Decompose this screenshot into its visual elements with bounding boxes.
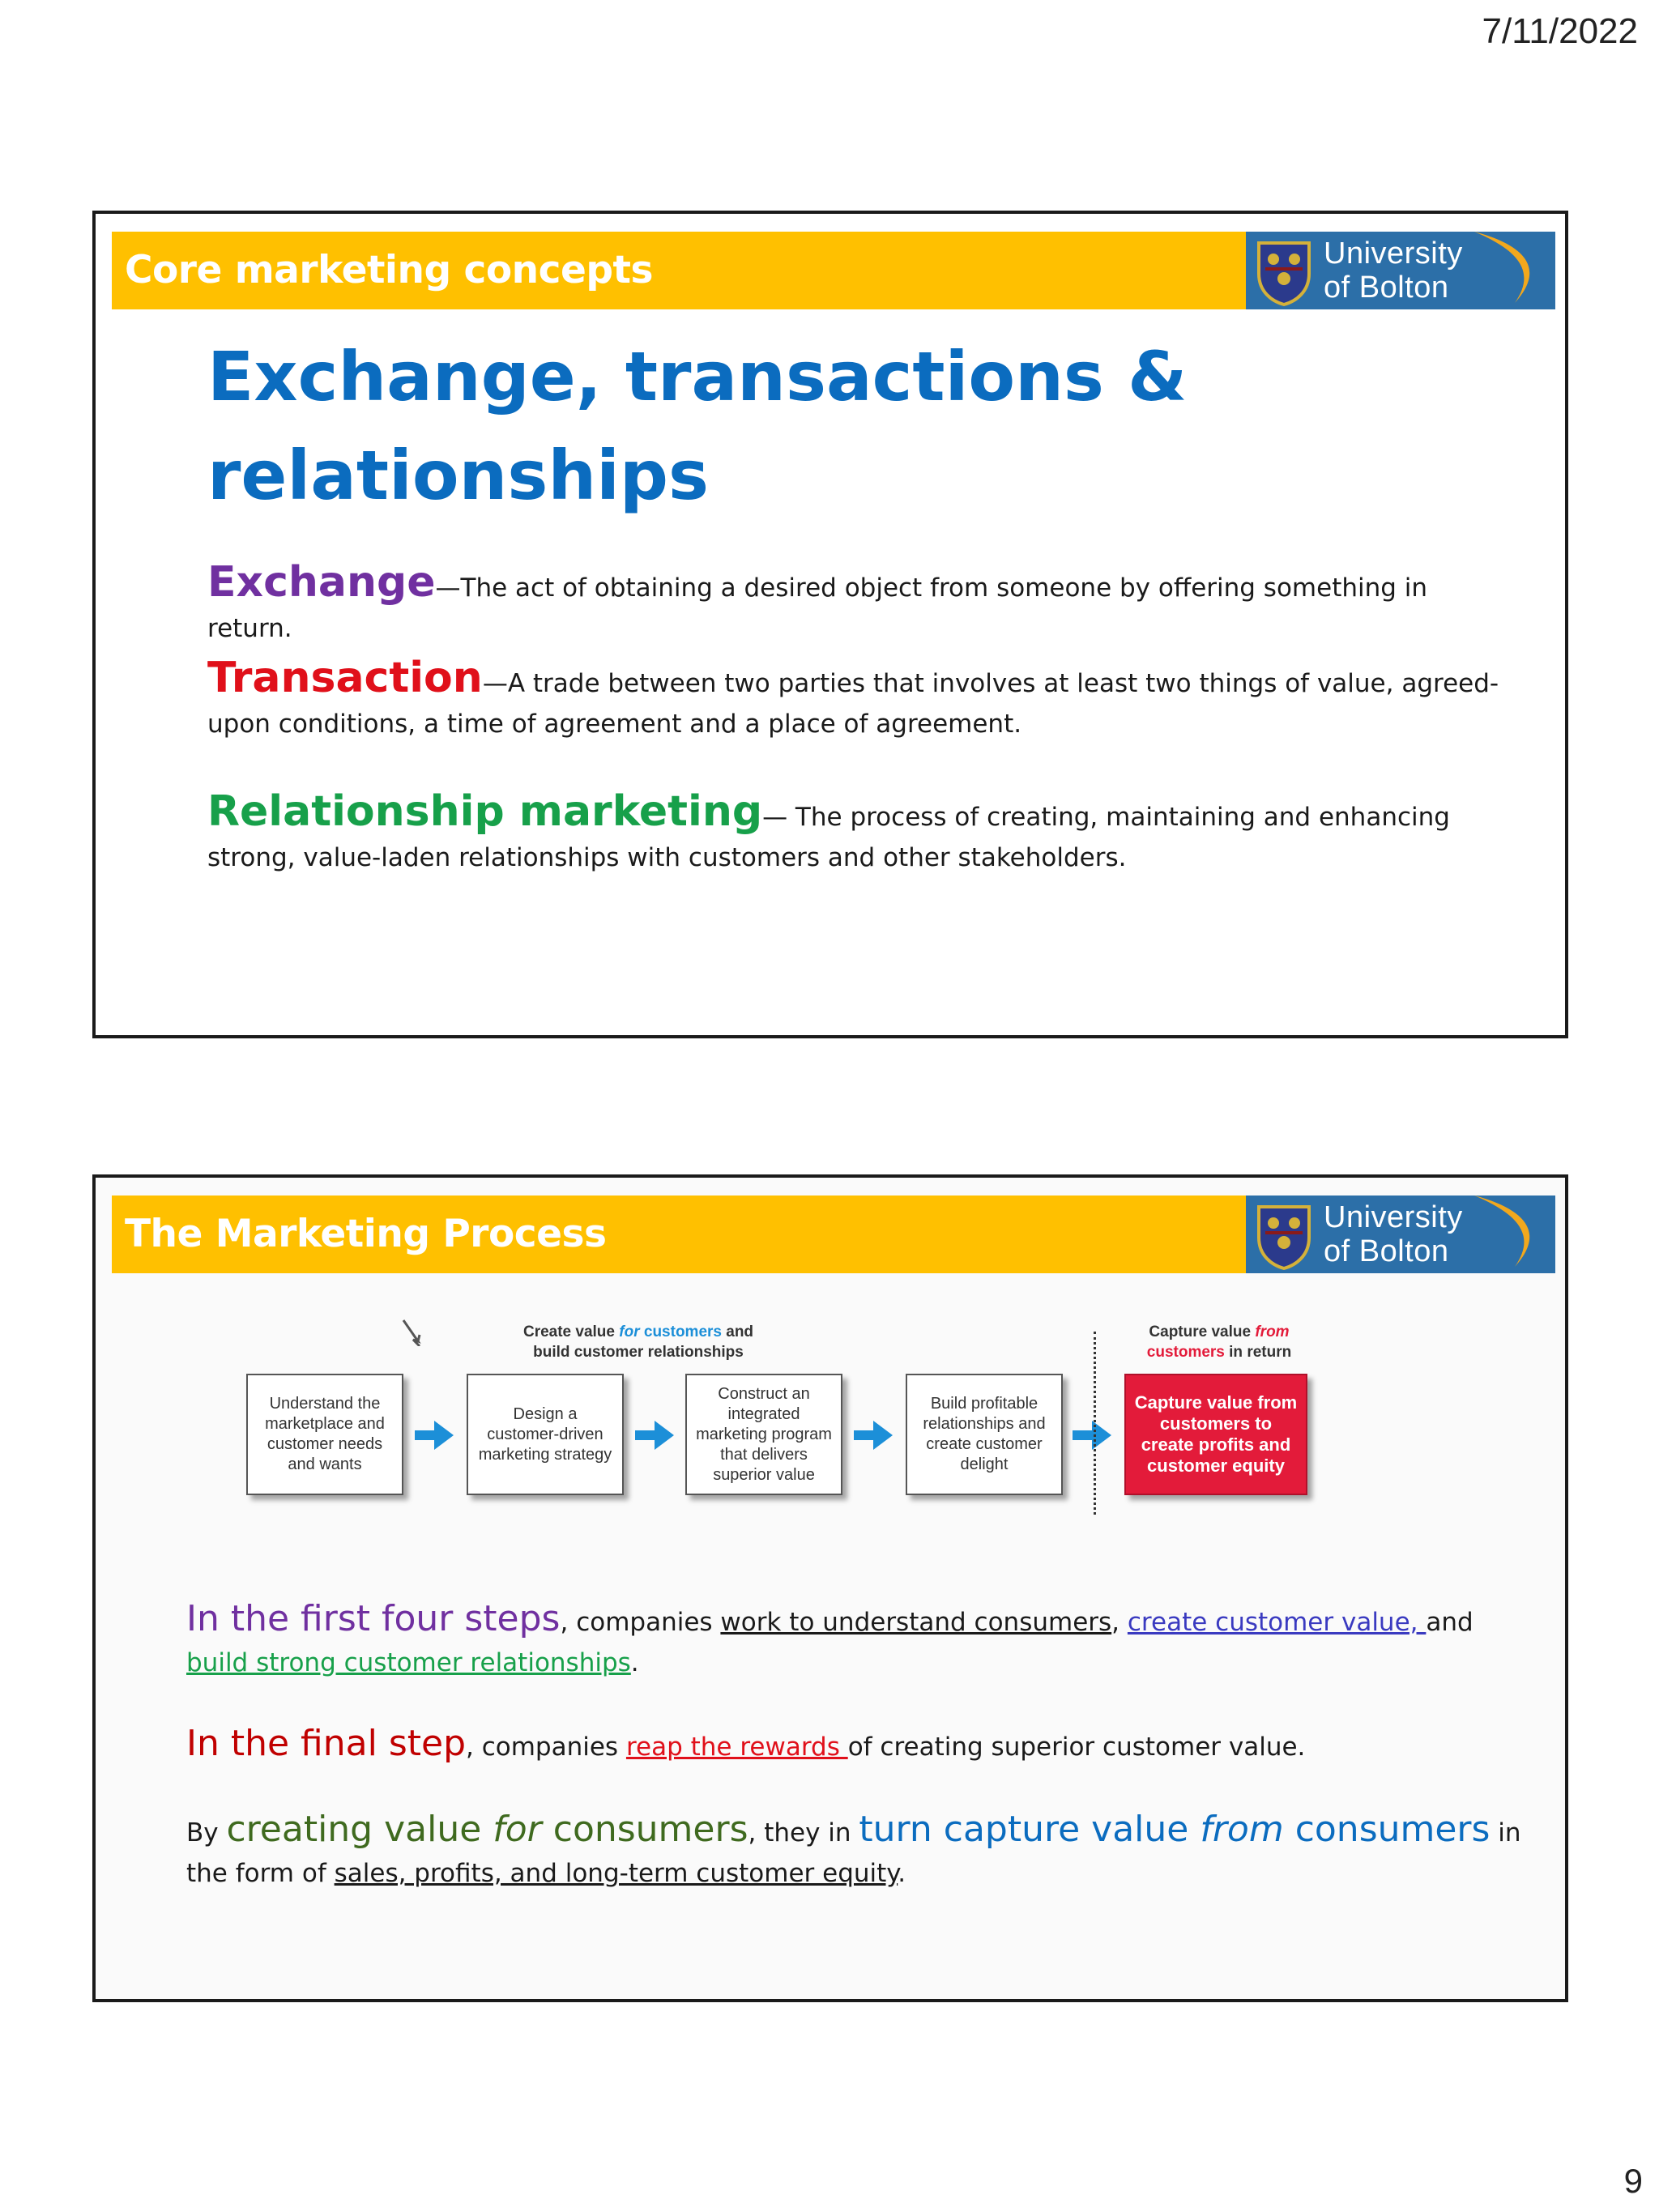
definition-text: —A trade between two parties that involves at least two things of value, agreed-upon conditions, a time of agreement and a place of agreement. [207,669,1499,739]
page-date: 7/11/2022 [1482,11,1638,51]
term-relationship-marketing: Relationship marketing [207,787,763,836]
term-transaction: Transaction [207,654,483,702]
paragraph-final-step: In the final step, companies reap the rewards of creating superior customer value. [186,1723,1306,1764]
slide-title: Exchange, transactions & relationships [207,337,1188,515]
crest-icon [1256,1202,1312,1270]
slide-marketing-process [92,1174,1568,2002]
logo-text-line1: University [1324,1200,1463,1234]
definition-text: —The act of obtaining a desired object from someone by offering something in return. [207,573,1428,643]
capture-value-label: Capture value from customers in return [1146,1323,1292,1361]
definition-transaction [207,654,1520,744]
paragraph-first-four-steps: In the first four steps, companies work to understand consumers, create customer value, and build strong customer relationships. [186,1598,1473,1677]
slide-header-bar [112,1196,1246,1273]
slide-header-title: Core marketing concepts [125,248,653,292]
slide-header-title: The Marketing Process [125,1212,607,1256]
arrow-right-icon [633,1417,676,1453]
slide-header-bar [112,232,1246,309]
term-exchange: Exchange [207,558,436,607]
definition-exchange [207,558,1520,649]
logo-text-line2: of Bolton [1324,271,1449,305]
slide-core-marketing-concepts [92,211,1568,1038]
university-logo [1246,1192,1557,1273]
step-understand-marketplace: Understand the marketplace and customer needs and wants [246,1374,403,1495]
logo-text-line2: of Bolton [1324,1234,1449,1268]
step-design-strategy: Design a customer-driven marketing strategy [467,1374,624,1495]
crest-icon [1256,238,1312,306]
page-number: 9 [1623,2162,1643,2200]
pointer-arrow-icon [402,1319,423,1346]
arrow-right-icon [852,1417,894,1453]
swoosh-icon [1458,228,1555,309]
arrow-right-icon [1071,1417,1113,1453]
step-construct-program: Construct an integrated marketing program that delivers superior value [685,1374,842,1495]
step-build-relationships: Build profitable relationships and create customer delight [906,1374,1063,1495]
swoosh-icon [1458,1192,1555,1273]
create-value-label: Create value for customers and build customer relationships [522,1323,754,1361]
paragraph-creating-value: By creating value for consumers, they in turn capture value from consumers in the form of sales, profits, and long-term customer equity. [186,1809,1521,1888]
definition-text: — The process of creating, maintaining and enhancing strong, value-laden relationships with customers and other stakeholders. [207,803,1450,872]
step-capture-value: Capture value from customers to create profits and customer equity [1124,1374,1307,1495]
diagram-divider [1094,1332,1096,1515]
definition-relationship-marketing [207,787,1520,878]
university-logo [1246,228,1557,309]
logo-text-line1: University [1324,237,1463,271]
arrow-right-icon [413,1417,455,1453]
